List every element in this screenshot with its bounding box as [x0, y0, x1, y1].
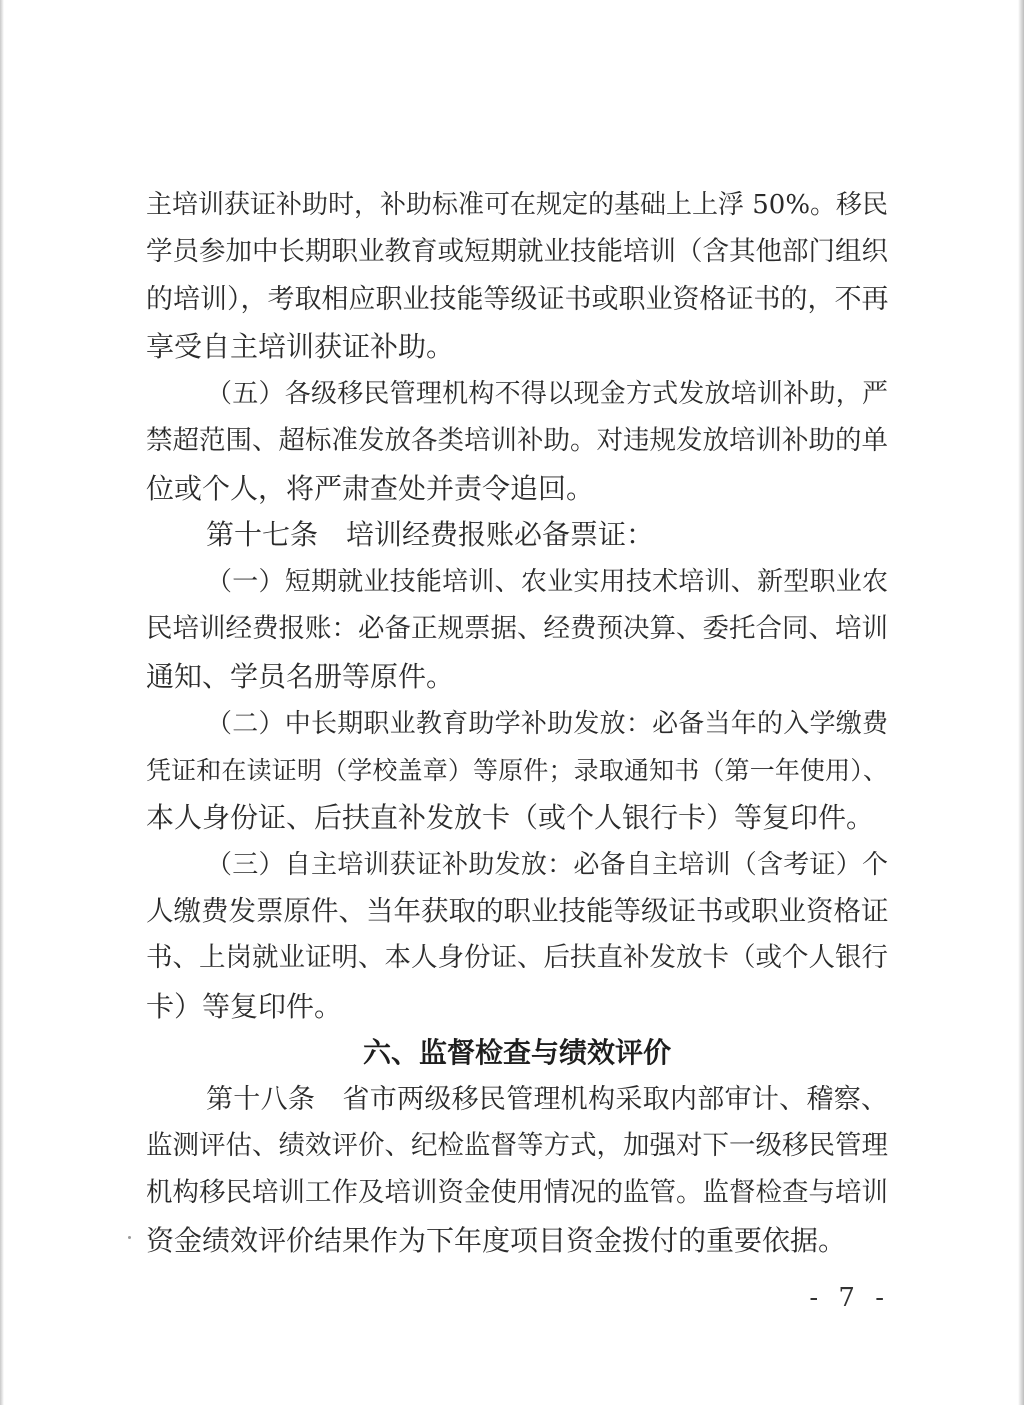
- page-number: - 7 -: [809, 1283, 890, 1313]
- text-line: 通知、学员名册等原件。: [146, 660, 455, 693]
- text-line: （一）短期就业技能培训、农业实用技术培训、新型职业农: [206, 567, 888, 597]
- section-heading: 六、监督检查与绩效评价: [362, 1036, 671, 1069]
- text-line: 人缴费发票原件、当年获取的职业技能等级证书或职业资格证: [146, 895, 889, 927]
- scan-edge-left: [0, 0, 4, 1405]
- text-line: 民培训经费报账：必备正规票据、经费预决算、委托合同、培训: [146, 613, 888, 644]
- text-line: 资金绩效评价结果作为下年度项目资金拨付的重要依据。: [146, 1224, 847, 1257]
- text-line: 本人身份证、后扶直补发放卡（或个人银行卡）等复印件。: [146, 801, 875, 834]
- text-line: 书、上岗就业证明、本人身份证、后扶直补发放卡（或个人银行: [146, 942, 888, 973]
- scan-edge-right: [1018, 0, 1024, 1405]
- text-line: 卡）等复印件。: [146, 990, 343, 1023]
- text-line: 凭证和在读证明（学校盖章）等原件；录取通知书（第一年使用）、: [146, 756, 888, 785]
- text-line: 学员参加中长期职业教育或短期就业技能培训（含其他部门组织: [146, 236, 888, 267]
- scan-speck: [128, 1236, 131, 1239]
- text-line: （五）各级移民管理机构不得以现金方式发放培训补助，严: [206, 379, 888, 409]
- text-line: 禁超范围、超标准发放各类培训补助。对违规发放培训补助的单: [146, 425, 888, 456]
- text-line: 主培训获证补助时，补助标准可在规定的基础上上浮 50%。移民: [146, 190, 889, 220]
- text-line: 位或个人，将严肃查处并责令追回。: [146, 472, 595, 505]
- text-line: 的培训），考取相应职业技能等级证书或职业资格证书的，不再: [146, 284, 889, 315]
- text-line: 机构移民培训工作及培训资金使用情况的监管。监督检查与培训: [146, 1177, 888, 1208]
- text-line: （二）中长期职业教育助学补助发放：必备当年的入学缴费: [206, 709, 888, 739]
- text-line: 监测评估、绩效评价、纪检监督等方式，加强对下一级移民管理: [146, 1130, 888, 1161]
- text-line: （三）自主培训获证补助发放：必备自主培训（含考证）个: [206, 850, 888, 880]
- text-line: 第十八条 省市两级移民管理机构采取内部审计、稽察、: [206, 1084, 888, 1115]
- text-line: 享受自主培训获证补助。: [146, 330, 455, 363]
- article-17-title: 第十七条 培训经费报账必备票证：: [206, 518, 655, 551]
